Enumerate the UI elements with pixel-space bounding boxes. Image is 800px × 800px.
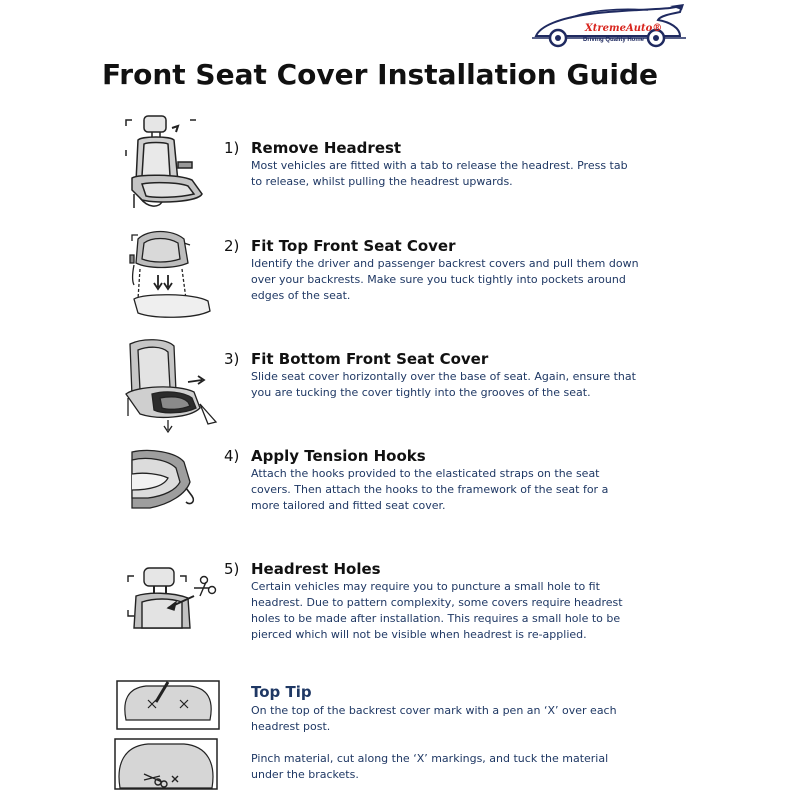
seat-headrest-removal-icon (118, 112, 213, 212)
step-4-number: 4) (224, 447, 240, 465)
step-4-title: Apply Tension Hooks (251, 447, 426, 465)
step-2-description: Identify the driver and passenger backrest covers and pull them down over your backrests. Make sure you tuck tightly into pockets around edges of the seat. (251, 257, 639, 302)
brand-tagline: Driving Quality Home (583, 37, 645, 43)
step-5-number: 5) (224, 560, 240, 578)
step-1-title: Remove Headrest (251, 139, 402, 157)
step-2-title: Fit Top Front Seat Cover (251, 237, 456, 255)
step-2-number: 2) (224, 237, 240, 255)
tension-hook-icon (130, 448, 200, 512)
step-4-description: Attach the hooks provided to the elasticated straps on the seat covers. Then attach the hooks to the framework of the seat for a more tailored and fitted seat cover. (251, 467, 609, 512)
backrest-cover-icon (124, 225, 216, 323)
pen-marking-icon (116, 680, 220, 730)
scissors-cut-icon (114, 738, 218, 790)
step-5-title: Headrest Holes (251, 560, 381, 578)
step-3-description: Slide seat cover horizontally over the base of seat. Again, ensure that you are tucking the cover tightly into the grooves of the seat. (251, 370, 636, 399)
headrest-hole-scissors-icon (124, 566, 219, 630)
page-title: Front Seat Cover Installation Guide (101, 58, 659, 91)
step-1-description: Most vehicles are fitted with a tab to release the headrest. Press tab to release, whilst pulling the headrest upwards. (251, 159, 628, 188)
top-tip-paragraph-2: Pinch material, cut along the ‘X’ markings, and tuck the material under the brackets. (251, 752, 609, 781)
step-3-title: Fit Bottom Front Seat Cover (251, 350, 489, 368)
step-3-number: 3) (224, 350, 240, 368)
top-tip-title: Top Tip (251, 683, 312, 701)
seat-base-cover-icon (122, 338, 220, 438)
brand-name: XtremeAuto® (585, 23, 663, 34)
step-1-number: 1) (224, 139, 240, 157)
step-5-description: Certain vehicles may require you to puncture a small hole to fit headrest. Due to pattern complexity, some covers require headrest holes to be made after installation. This requires a small hole to be pierced which will not be visible when headrest is re-applied. (251, 580, 623, 641)
top-tip-paragraph-1: On the top of the backrest cover mark with a pen an ‘X’ over each headrest post. (251, 704, 617, 733)
